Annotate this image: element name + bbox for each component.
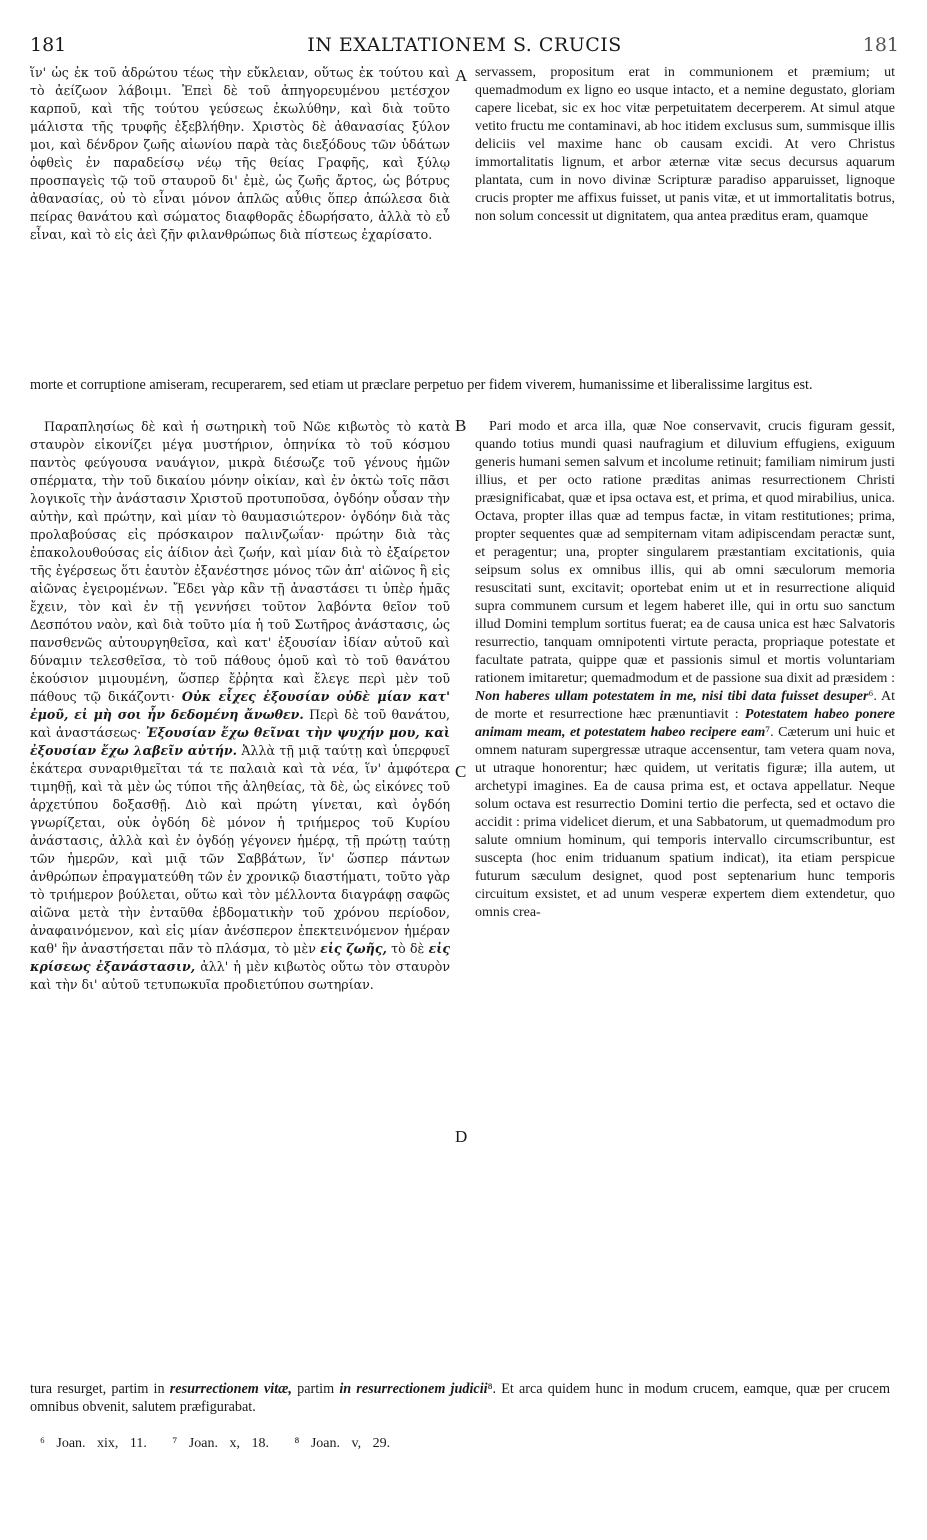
latin-quotation: in resurrectionem judicii (339, 1381, 488, 1397)
footnote: ⁸ Joan. v, 29. (294, 1436, 391, 1451)
greek-quotation: Οὐκ εἶχες ἐξουσίαν οὐδὲ μίαν κατ' ἐμοῦ, εἰ μὴ σοι ἦν δεδομένη ἄνωθεν. (30, 689, 450, 722)
greek-text: Περὶ δὲ τοῦ θανάτου, καὶ ἀναστάσεως· (30, 707, 450, 740)
latin-full-width-2 (30, 1380, 890, 1416)
margin-marker-d: D (455, 1127, 468, 1146)
latin-quotation: Potestatem habeo ponere animam meam, et potestatem habeo recipere eam (475, 707, 895, 740)
page-number-left: 181 (30, 34, 67, 56)
greek-quotation: Ἐξουσίαν ἔχω θεῖναι τὴν ψυχήν μου, καὶ ἐξουσίαν ἔχω λαβεῖν αὐτήν. (30, 725, 450, 758)
margin-marker-c: C (455, 762, 467, 781)
greek-text: ἀλλ' ἡ μὲν κιβωτὸς οὕτω τὸν σταυρὸν καὶ τὴν δι' αὐτοῦ τετυπωκυῖα προδιετύπου σωτηρίαν. (30, 959, 450, 992)
running-title: IN EXALTATIONEM S. CRUCIS (307, 34, 622, 56)
latin-paragraph-end (30, 1380, 890, 1416)
latin-paragraph-2 (475, 418, 895, 922)
footnote: ⁷ Joan. x, 18. (172, 1436, 269, 1451)
latin-quotation: resurrectionem vitæ, (169, 1381, 292, 1397)
greek-paragraph: ἵν' ὡς ἐκ τοῦ ἀδρώτου τέως τὴν εὔκλειαν, οὕτως ἐκ τούτου καὶ τὸ ἀείζωον λάβοιμι. Ἐπεὶ δὲ τοῦ ἀπηγορευμένου μετέσχον καρποῦ, καὶ τῆς τούτου γεύσεως ἐκωλύθην, καὶ διὰ τοῦτο μάλιστα τῆς τρυφῆς ἐξεβλήθην. Χριστὸς δὲ ἀθανασίας ξύλον μοι, καὶ δένδρον ζωῆς αἰωνίου παρὰ τὰς διεξόδους τῶν ὑδάτων ὀφθεὶς ἐν παραδείσῳ νέῳ τῆς θείας Γραφῆς, καὶ ξύλῳ προσπαγεὶς τῷ τοῦ σταυροῦ δι' ἐμὲ, ὡς ζωῆς ἄρτος, ὡς βότρυς ἀθανασίας, οὐ τὸ εἶναι μόνον ἁπλῶς αὖθις ὅπερ ἀπώλεσα διὰ πείρας θανάτου καὶ σώματος διαφθορᾶς ἐδωρήσατο, ἀλλὰ τὸ εὖ εἶναι, καὶ τὸ εἰς ἀεὶ ζῆν φιλανθρώπως διὰ πίστεως ἐχαρίσατο. (30, 65, 450, 242)
latin-text: ⁶. At de morte et resurrectione hæc prænuntiavit : (475, 689, 895, 722)
latin-text: ⁸. Et arca quidem hunc in modum crucem, eamque, quæ per crucem omnibus obvenit, salutem præfigurabat. (30, 1381, 890, 1415)
greek-quotation: εἰς ζωῆς, (320, 941, 387, 956)
latin-paragraph-continued: morte et corruptione amiseram, recuperarem, sed etiam ut præclare perpetuo per fidem viverem, humanissime et liberalissime largitus est. (30, 377, 813, 393)
margin-marker-b: B (455, 416, 467, 435)
greek-paragraph-2 (30, 418, 450, 994)
greek-text: τὸ δὲ (391, 941, 425, 956)
latin-full-width-1 (30, 376, 890, 412)
latin-paragraph: servassem, propositum erat in communionem et præmium; ut quemadmodum ex ligno eo usque intacto, et a nemine degustato, gloriam capere licebat, sic ex hoc vitæ perpetuitatem decerperem. At simul atque vetito fructu me contaminavi, ab hoc itidem exclusus sum, summisque illis deliciis vel maxime hanc ob causam excidi. At vero Christus immortalitatis lignum, et arbor æternæ vitæ secus decursus aquarum plantata, cum in novo divinæ Scripturæ paradiso apparuisset, lignoque crucis propter me affixus fuisset, ut panis vitæ, et ut immortalitatis botrus, non solum concessit ut dignitatem, qua antea præditus eram, quamque (475, 65, 895, 224)
latin-text: tura resurget, partim in (30, 1381, 165, 1397)
greek-column-2 (30, 418, 450, 1378)
margin-marker-a: A (455, 66, 468, 85)
running-header (30, 34, 899, 60)
greek-column-1 (30, 64, 450, 376)
greek-quotation: εἰς κρίσεως ἐξανάστασιν, (30, 941, 450, 974)
footnote: ⁶ Joan. xix, 11. (40, 1436, 147, 1451)
latin-text: Pari modo et arca illa, quæ Noe conservavit, crucis figuram gessit, quando totius mundi quasi naufragium et diluvium effugiens, exiguum generis humani semen salvum et incolume retinuit; familiam nimirum justi illius, et per octo ratione præditas animas resurrectionem Christi præsignificabat, quæ et ipsa octava est, et prima, et quod mirabilius, unica. Octava, propter illas quæ ad tempus factæ, in vitam restitutiones; prima, propter sequentes quæ ad sempiternam vitam adipiscendam peractæ sunt, et peragentur; una, propter singularem præstantiam excitationis, quia seipsum solus ex omnibus illis, qui ab omni sæculorum memoria resuscitati sunt, excitavit; oportebat enim ut et in resurrectione aliquid supra communem cursum et legem haberet ille, qui in ortu suo sanctum illud Domini templum sortitus fuerat; ea de causa unica est hæc Salvatoris resurrectio, tanquam omnipotenti virtute peracta, propriaque potestate et facultate patrata, quippe quæ et passionis simul et mortis voluntariam rationem imitaretur; quemadmodum et de passione sua dixit ad præsidem : (475, 419, 895, 686)
greek-text: Παραπλησίως δὲ καὶ ἡ σωτηρικὴ τοῦ Νῶε κιβωτὸς τὸ κατὰ σταυρὸν εἰκονίζει μέγα μυστήριον, ὁπηνίκα τὸ τοῦ κόσμου παντὸς φεύγουσα ναυάγιον, μικρὰ διέσωζε τοῦ γένους ἡμῶν σπέρματα, τὴν τοῦ δικαίου μόνην οἰκίαν, καὶ ἐν ὀκτὼ τοῖς πᾶσι λογικοῖς τὴν ἀνάστασιν Χριστοῦ προτυποῦσα, ὀγδόην οὖσαν τὴν αὐτὴν, καὶ πρώτην, καὶ μίαν τὸ θαυμασιώτερον· ὀγδόην διὰ τὰς προλαβούσας εἰς πρόσκαιρον παλινζωΐαν· πρώτην διὰ τὰς ἐπακολουθούσας εἰς ἀίδιον ἀεὶ ζωήν, καὶ μίαν διὰ τὸ ἐξαίρετον τῆς ἐγέρσεως ὅτι ἑαυτὸν ἐξανέστησε μόνος τῶν ἀπ' αἰῶνος ἢ εἰς αἰῶνας ἐγειρομένων. Ἔδει γὰρ κἂν τῇ ἀναστάσει τι ὑπὲρ ἡμᾶς ἔχειν, τὸν καὶ ἐν τῇ γεννήσει τοῦτον λαβόντα θεῖον τοῦ Δεσπότου ναὸν, καὶ διὰ τοῦτο μία ἡ τοῦ Σωτῆρος ἀνάστασις, ὡς πανσθενῶς αὐτουργηθεῖσα, καὶ κατ' ἐξουσίαν ἰδίαν αὐτοῦ καὶ δύναμιν τελεσθεῖσα, τὸ τοῦ πάθους ὁμοῦ καὶ τὸ τοῦ θανάτου ἑκούσιον μιμουμένη, ὥσπερ ἔῤῥητα καὶ ἔλεγε περὶ μὲν τοῦ πάθους τῷ δικάζοντι· (30, 419, 450, 704)
page-number-right: 181 (862, 34, 899, 56)
latin-column-2 (475, 418, 895, 1378)
latin-text: partim (297, 1381, 335, 1397)
latin-quotation: Non haberes ullam potestatem in me, nisi tibi data fuisset desuper (475, 689, 869, 704)
footnotes (40, 1436, 404, 1452)
latin-column-1 (475, 64, 895, 376)
greek-text: Ἀλλὰ τῇ μιᾷ ταύτῃ καὶ ὑπερφυεῖ ἑκάτερα συναριθμεῖται τά τε παλαιὰ καὶ τὰ νέα, ἵν' ἀμφότερα τιμηθῇ, καὶ τὰ μὲν ὡς τύποι τῆς ἀληθείας, τὰ δὲ, ὡς εἰκόνες τοῦ ἀρχετύπου δοξασθῇ. Διὸ καὶ πρώτη γίνεται, καὶ ὀγδόη γνωρίζεται, οὐκ ὀγδόη δὲ μόνον ἡ τριήμερος τοῦ Κυρίου ἀνάστασις, ἀλλὰ καὶ ἐν ὀγδόῃ γέγονεν ἡμέρᾳ, τῇ πρώτῃ ταύτῃ τῶν ἡμερῶν, καὶ μιᾷ τῶν Σαββάτων, ἵν' ὥσπερ πάντων ἀνθρώπων ἐπραγματεύθη τῶν ἐν χρονικῷ διαστήματι, τοῦτο γὰρ τὸ τριήμερον βούλεται, οὕτω καὶ τὸν μέλλοντα διαγράφῃ σαφῶς αἰῶνα μετὰ τὴν ἐνταῦθα ἑβδοματικὴν τοῦ χρόνου περίοδον, ἀναφαινόμενον, καὶ εἰς μίαν ἀνέσπερον ἐπεκτεινόμενον ἡμέραν καθ' ἣν ἀναστήσεται πᾶν τὸ πλάσμα, τὸ μὲν (30, 743, 450, 956)
latin-text: ⁷. Cæterum uni huic et omnem naturam supergressæ utraque accensentur, tam vetera quam nova, ut utraque honorentur; hæc quidem, ut veritatis figuræ; illa autem, ut archetypi imagines. Ea de causa prima est, et octava appellatur. Neque solum octava est resurrectio Domini tertio die perfecta, sed et octavo die accidit : prima videlicet dierum, et una Sabbatorum, ut quemadmodum pro salute omnium hominum, qui temporis intervallo circumscribuntur, est suscepta (hoc enim triduanum spatium indicat), ita etiam perspicue futurum sæculum designet, quod post septenarium hunc temporis circuitum exsistet, et ad unum vesperæ expertem diem extendetur, quo omnis crea- (475, 725, 895, 920)
